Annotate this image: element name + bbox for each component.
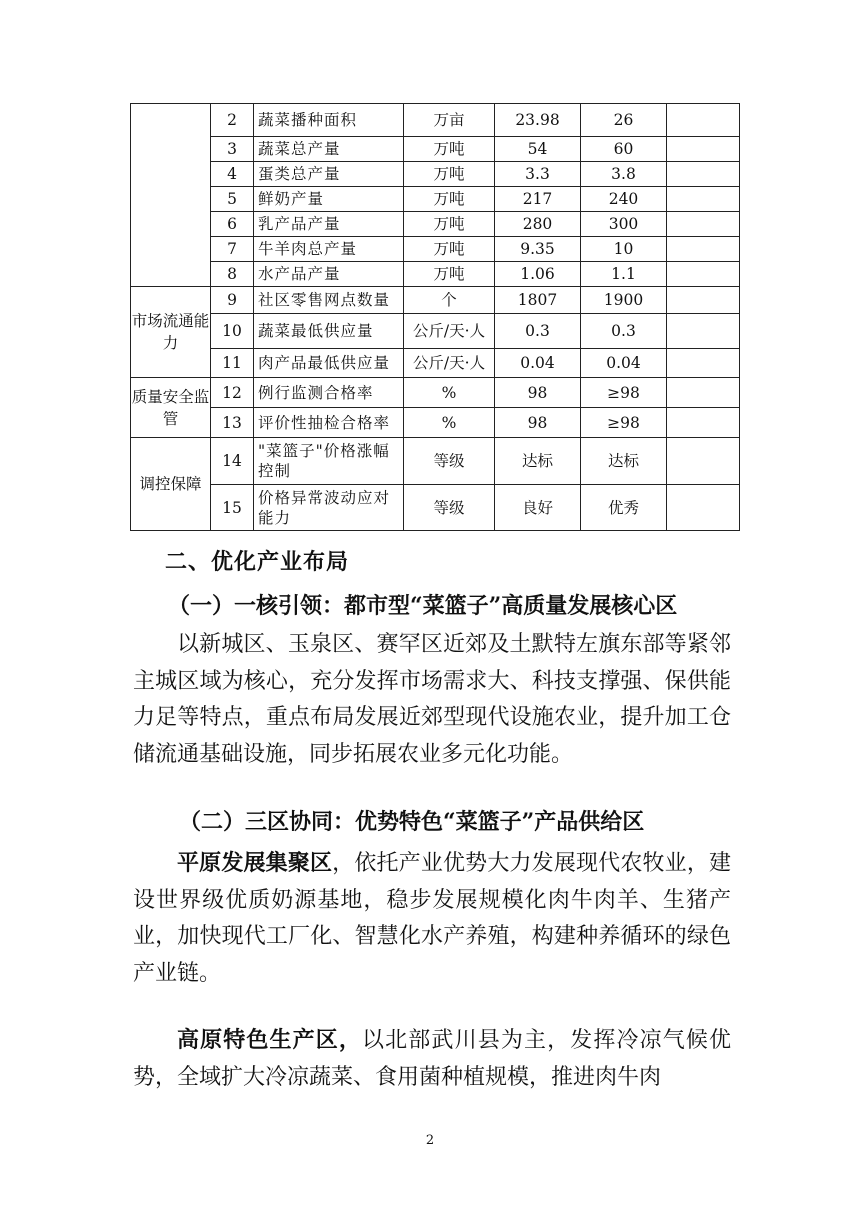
- indicator-cell: 评价性抽检合格率: [254, 408, 404, 438]
- attribute-cell: [667, 378, 740, 408]
- unit-cell: 万亩: [404, 104, 495, 137]
- unit-cell: 万吨: [404, 237, 495, 262]
- base-value-cell: 9.35: [495, 237, 581, 262]
- index-cell: 15: [211, 485, 254, 531]
- index-cell: 10: [211, 314, 254, 349]
- base-value-cell: 98: [495, 408, 581, 438]
- base-value-cell: 280: [495, 212, 581, 237]
- base-value-cell: 3.3: [495, 162, 581, 187]
- unit-cell: 公斤/天·人: [404, 314, 495, 349]
- attribute-cell: [667, 162, 740, 187]
- category-cell: [131, 104, 211, 287]
- table-row: [131, 378, 740, 408]
- indicator-cell: 蔬菜播种面积: [254, 104, 404, 137]
- base-value-cell: 54: [495, 137, 581, 162]
- indicator-cell: 水产品产量: [254, 262, 404, 287]
- table-row: [131, 408, 740, 438]
- table-row: [131, 187, 740, 212]
- index-cell: 11: [211, 349, 254, 378]
- indicator-cell: 鲜奶产量: [254, 187, 404, 212]
- target-value-cell: 10: [581, 237, 667, 262]
- attribute-cell: [667, 212, 740, 237]
- indicator-cell: 牛羊肉总产量: [254, 237, 404, 262]
- index-cell: 8: [211, 262, 254, 287]
- section-heading: 二、优化产业布局: [165, 549, 350, 575]
- target-value-cell: 300: [581, 212, 667, 237]
- plain-zone-text: ，依托产业优势大力发展现代农牧业，建设世界级优质奶源基地，稳步发展规模化肉牛肉羊、生猪产业，加快现代工厂化、智慧化水产养殖，构建种养循环的绿色产业链。: [133, 851, 731, 986]
- attribute-cell: [667, 485, 740, 531]
- page-number: 2: [425, 1133, 435, 1148]
- index-cell: 9: [211, 287, 254, 314]
- base-value-cell: 0.3: [495, 314, 581, 349]
- index-cell: 4: [211, 162, 254, 187]
- table-row: [131, 262, 740, 287]
- table-row: [131, 212, 740, 237]
- table-row: [131, 438, 740, 485]
- category-cell: 调控保障: [131, 438, 211, 531]
- attribute-cell: [667, 262, 740, 287]
- table-row: [131, 104, 740, 137]
- index-cell: 12: [211, 378, 254, 408]
- table-row: [131, 314, 740, 349]
- index-cell: 6: [211, 212, 254, 237]
- target-value-cell: 优秀: [581, 485, 667, 531]
- indicator-cell: 乳产品产量: [254, 212, 404, 237]
- indicator-cell: 价格异常波动应对能力: [254, 485, 404, 531]
- indicator-cell: 社区零售网点数量: [254, 287, 404, 314]
- indicator-cell: "菜篮子"价格涨幅控制: [254, 438, 404, 485]
- target-value-cell: ≥98: [581, 408, 667, 438]
- attribute-cell: [667, 187, 740, 212]
- unit-cell: 万吨: [404, 212, 495, 237]
- table-row: [131, 287, 740, 314]
- category-cell: 市场流通能力: [131, 287, 211, 378]
- indicator-cell: 蔬菜总产量: [254, 137, 404, 162]
- plain-zone-lead: 平原发展集聚区: [177, 850, 333, 876]
- index-cell: 3: [211, 137, 254, 162]
- index-cell: 13: [211, 408, 254, 438]
- base-value-cell: 达标: [495, 438, 581, 485]
- indicator-table: [130, 103, 740, 531]
- paragraph-core-zone: 以新城区、玉泉区、赛罕区近郊及土默特左旗东部等紧邻主城区域为核心，充分发挥市场需求大、科技支撑强、保供能力足等特点，重点布局发展近郊型现代设施农业，提升加工仓储流通基础设施，同步拓展农业多元化功能。: [133, 632, 731, 767]
- indicator-cell: 肉产品最低供应量: [254, 349, 404, 378]
- base-value-cell: 98: [495, 378, 581, 408]
- target-value-cell: 1900: [581, 287, 667, 314]
- base-value-cell: 1.06: [495, 262, 581, 287]
- target-value-cell: 26: [581, 104, 667, 137]
- base-value-cell: 0.04: [495, 349, 581, 378]
- attribute-cell: [667, 349, 740, 378]
- target-value-cell: ≥98: [581, 378, 667, 408]
- base-value-cell: 1807: [495, 287, 581, 314]
- unit-cell: 万吨: [404, 162, 495, 187]
- subsection-heading-2: （二）三区协同：优势特色“菜篮子”产品供给区: [179, 809, 645, 835]
- attribute-cell: [667, 104, 740, 137]
- index-cell: 14: [211, 438, 254, 485]
- unit-cell: 等级: [404, 485, 495, 531]
- table-row: [131, 349, 740, 378]
- target-value-cell: 60: [581, 137, 667, 162]
- attribute-cell: [667, 438, 740, 485]
- plateau-zone-text: 以北部武川县为主，发挥冷凉气候优势，全域扩大冷凉蔬菜、食用菌种植规模，推进肉牛肉: [133, 1028, 731, 1090]
- target-value-cell: 3.8: [581, 162, 667, 187]
- paragraph-plain-zone: [133, 845, 731, 992]
- indicator-cell: 蔬菜最低供应量: [254, 314, 404, 349]
- target-value-cell: 0.04: [581, 349, 667, 378]
- unit-cell: 万吨: [404, 262, 495, 287]
- index-cell: 5: [211, 187, 254, 212]
- table-row: [131, 237, 740, 262]
- unit-cell: 等级: [404, 438, 495, 485]
- category-cell: 质量安全监管: [131, 378, 211, 438]
- table-row: [131, 485, 740, 531]
- attribute-cell: [667, 287, 740, 314]
- indicator-cell: 例行监测合格率: [254, 378, 404, 408]
- index-cell: 7: [211, 237, 254, 262]
- attribute-cell: [667, 314, 740, 349]
- indicator-cell: 蛋类总产量: [254, 162, 404, 187]
- paragraph-plateau-zone: [133, 1022, 731, 1096]
- base-value-cell: 23.98: [495, 104, 581, 137]
- unit-cell: %: [404, 378, 495, 408]
- unit-cell: 个: [404, 287, 495, 314]
- target-value-cell: 240: [581, 187, 667, 212]
- attribute-cell: [667, 137, 740, 162]
- attribute-cell: [667, 408, 740, 438]
- index-cell: 2: [211, 104, 254, 137]
- attribute-cell: [667, 237, 740, 262]
- target-value-cell: 0.3: [581, 314, 667, 349]
- subsection-heading-1: （一）一核引领：都市型“菜篮子”高质量发展核心区: [168, 593, 678, 619]
- unit-cell: %: [404, 408, 495, 438]
- base-value-cell: 良好: [495, 485, 581, 531]
- unit-cell: 万吨: [404, 187, 495, 212]
- plateau-zone-lead: 高原特色生产区，: [177, 1027, 363, 1053]
- table-row: [131, 162, 740, 187]
- target-value-cell: 达标: [581, 438, 667, 485]
- table-row: [131, 137, 740, 162]
- unit-cell: 万吨: [404, 137, 495, 162]
- unit-cell: 公斤/天·人: [404, 349, 495, 378]
- base-value-cell: 217: [495, 187, 581, 212]
- target-value-cell: 1.1: [581, 262, 667, 287]
